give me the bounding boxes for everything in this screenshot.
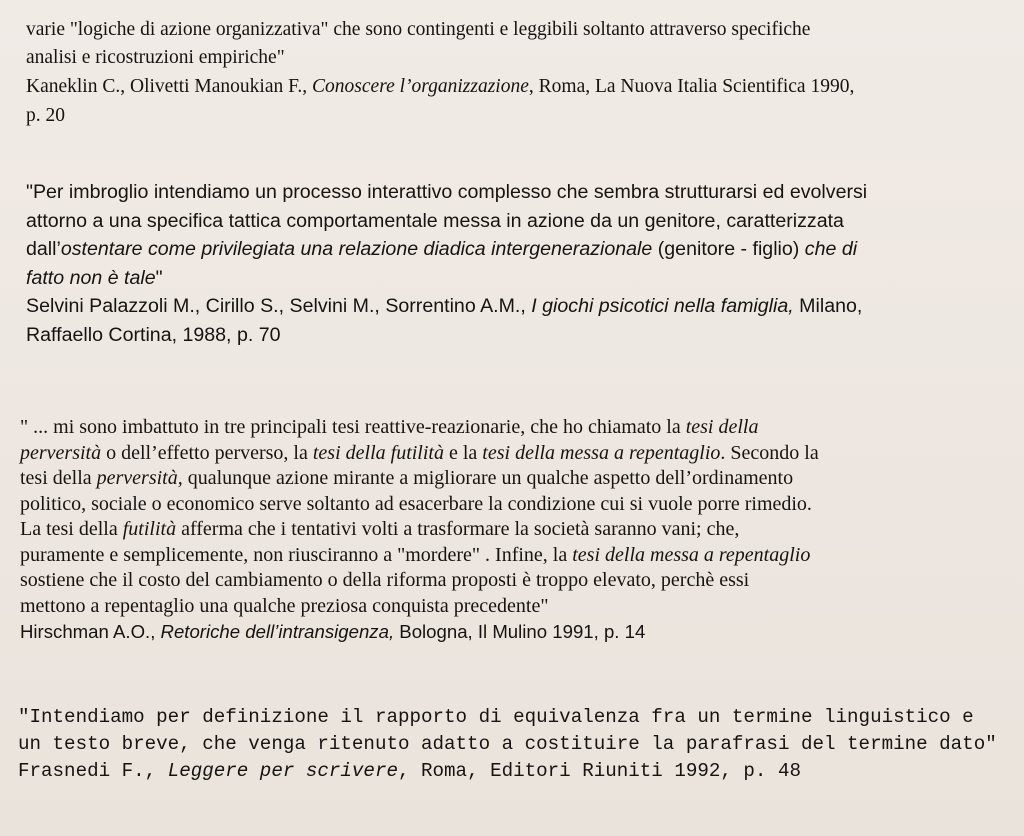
- quote-emphasis: fatto non è tale: [26, 266, 156, 289]
- quote-line: [20, 415, 1005, 441]
- quote-line: [20, 543, 1005, 569]
- quote-fragment: " ... mi sono imbattuto in tre principali tesi reattive-reazionarie, che ho chiamato la: [20, 416, 686, 438]
- citation-authors: Selvini Palazzoli M., Cirillo S., Selvini M., Sorrentino A.M.,: [26, 295, 532, 317]
- citation-title: Retoriche dell’intransigenza,: [160, 621, 395, 642]
- quote-line: un testo breve, che venga ritenuto adatto a costituire la parafrasi del termine dato": [18, 733, 997, 755]
- quote-line: politico, sociale o economico serve soltanto ad esacerbare la condizione cui si vuole porre rimedio.: [20, 492, 812, 515]
- quote-emphasis: che di: [804, 238, 858, 260]
- quote-line: varie "logiche di azione organizzativa" che sono contingenti e leggibili soltanto attraverso specifiche: [26, 19, 811, 40]
- citation: [26, 292, 1011, 321]
- quote-fragment: . Secondo la: [720, 441, 819, 464]
- citation-publisher-line: Raffaello Cortina, 1988, p. 70: [26, 323, 281, 346]
- quote-line: "Per imbroglio intendiamo un processo interattivo complesso che sembra strutturarsi ed evolversi: [26, 181, 868, 203]
- quote-emphasis: futilità: [122, 518, 177, 540]
- citation-publisher: Milano,: [793, 295, 863, 317]
- quote-line: [20, 517, 1005, 543]
- citation-title: Leggere per scrivere: [167, 760, 398, 782]
- quote-line: attorno a una specifica tattica comportamentale messa in azione da un genitore, caratterizzata: [26, 209, 844, 232]
- citation-authors: Frasnedi F.,: [18, 760, 168, 782]
- quote-block-imbroglio: [26, 178, 1011, 349]
- quote-line: [26, 235, 1011, 264]
- quote-line: "Intendiamo per definizione il rapporto di equivalenza fra un termine linguistico e: [18, 706, 974, 728]
- quote-line: [20, 441, 1005, 467]
- quote-fragment: tesi della: [20, 467, 97, 489]
- quote-line: mettono a repentaglio una qualche preziosa conquista precedente": [20, 594, 549, 617]
- quote-emphasis: tesi della messa a repentaglio: [482, 441, 721, 464]
- citation-authors: Kaneklin C., Olivetti Manoukian F.,: [26, 76, 308, 97]
- quote-emphasis: tesi della futilità: [312, 441, 444, 464]
- quote-block-definizione: [18, 704, 1003, 785]
- quote-emphasis: perversità: [20, 441, 102, 464]
- quote-emphasis: ostentare come privilegiata una relazione diadica intergenerazionale: [60, 238, 653, 260]
- quote-fragment: o dell’effetto perverso, la: [101, 441, 313, 464]
- quote-emphasis: tesi della: [685, 416, 759, 438]
- quote-block-organizzazione: [26, 16, 1011, 130]
- citation-page: p. 20: [26, 105, 65, 126]
- citation: [18, 758, 1003, 785]
- quote-fragment: puramente e semplicemente, non riusciranno a "mordere" . Infine, la: [20, 543, 573, 566]
- quote-fragment: dall’: [26, 238, 61, 260]
- citation-title: I giochi psicotici nella famiglia,: [531, 295, 794, 317]
- citation-publisher: , Roma, Editori Riuniti 1992, p. 48: [397, 760, 801, 782]
- quote-line: [20, 466, 1005, 492]
- quote-block-hirschman: [20, 415, 1005, 645]
- quote-line: analisi e ricostruzioni empiriche": [26, 47, 285, 68]
- citation: [20, 619, 1005, 645]
- quote-fragment: qualunque azione mirante a migliorare un qualche aspetto dell’ordinamento: [182, 467, 794, 489]
- quote-fragment: ": [155, 266, 163, 289]
- quote-fragment: La tesi della: [20, 518, 123, 540]
- quote-fragment: e la: [443, 441, 483, 464]
- citation-authors: Hirschman A.O.,: [20, 621, 161, 642]
- quote-line: sostiene che il costo del cambiamento o della riforma proposti è troppo elevato, perchè essi: [20, 569, 750, 591]
- citation-publisher: , Roma, La Nuova Italia Scientifica 1990,: [528, 76, 855, 97]
- quote-fragment: (genitore - figlio): [652, 238, 805, 260]
- quote-fragment: afferma che i tentativi volti a trasformare la società saranno vani; che,: [176, 518, 740, 540]
- quote-emphasis: perversità,: [96, 467, 183, 489]
- citation: [26, 72, 1011, 102]
- quote-emphasis: tesi della messa a repentaglio: [572, 543, 811, 566]
- citation-publisher: Bologna, Il Mulino 1991, p. 14: [394, 621, 646, 642]
- citation-title: Conoscere l’organizzazione: [312, 76, 529, 97]
- quote-line: [26, 264, 1011, 293]
